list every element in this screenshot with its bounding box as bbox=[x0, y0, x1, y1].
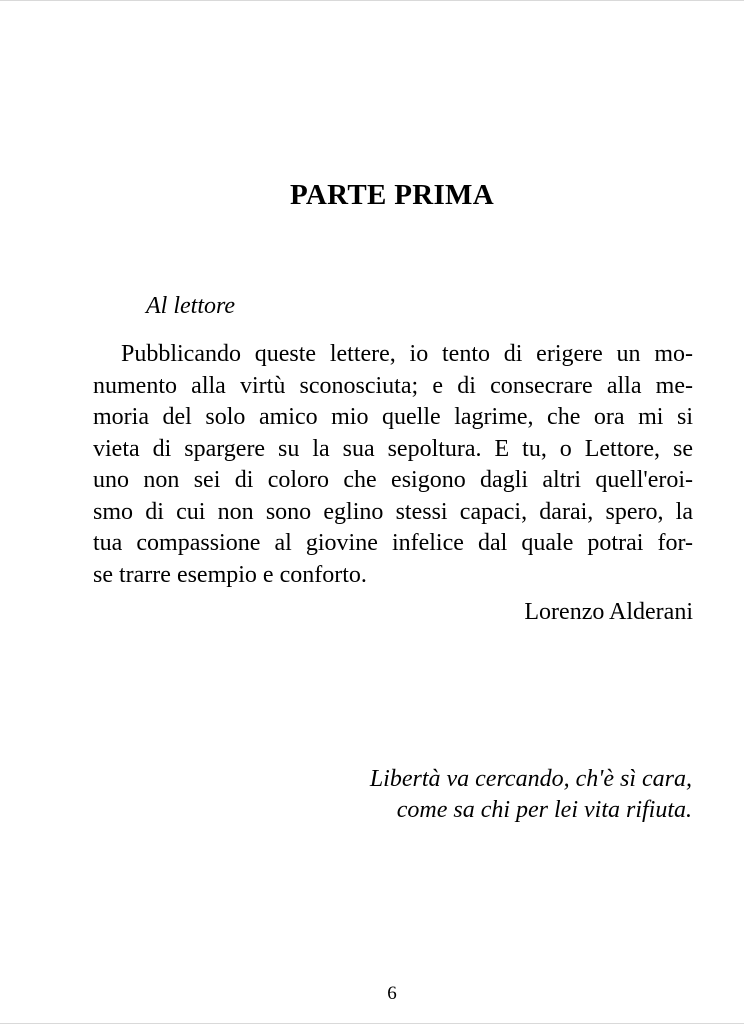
paragraph-line: Pubblicando queste lettere, io tento di erigere un mo- bbox=[121, 341, 693, 367]
epigraph-line: come sa chi per lei vita rifiuta. bbox=[396, 797, 692, 823]
dedication-heading: Al lettore bbox=[146, 293, 236, 319]
signature: Lorenzo Alderani bbox=[524, 599, 693, 625]
paragraph-line: tua compassione al giovine infelice dal quale potrai for- bbox=[93, 530, 693, 556]
part-title: PARTE PRIMA bbox=[290, 179, 494, 211]
page-number: 6 bbox=[387, 983, 397, 1004]
paragraph-line: smo di cui non sono eglino stessi capaci, darai, spero, la bbox=[93, 498, 693, 525]
paragraph-line: vieta di spargere su la sua sepoltura. E tu, o Lettore, se bbox=[93, 435, 693, 462]
paragraph-line: numento alla virtù sconosciuta; e di consecrare alla me- bbox=[93, 372, 693, 399]
epigraph bbox=[370, 764, 692, 826]
paragraph-line: uno non sei di coloro che esigono dagli altri quell'eroi- bbox=[93, 467, 693, 493]
epigraph-line: Libertà va cercando, ch'è sì cara, bbox=[369, 766, 692, 792]
preface-paragraph bbox=[93, 339, 693, 591]
paragraph-line: moria del solo amico mio quelle lagrime, che ora mi si bbox=[93, 404, 693, 430]
paragraph-line: se trarre esempio e conforto. bbox=[93, 561, 367, 588]
